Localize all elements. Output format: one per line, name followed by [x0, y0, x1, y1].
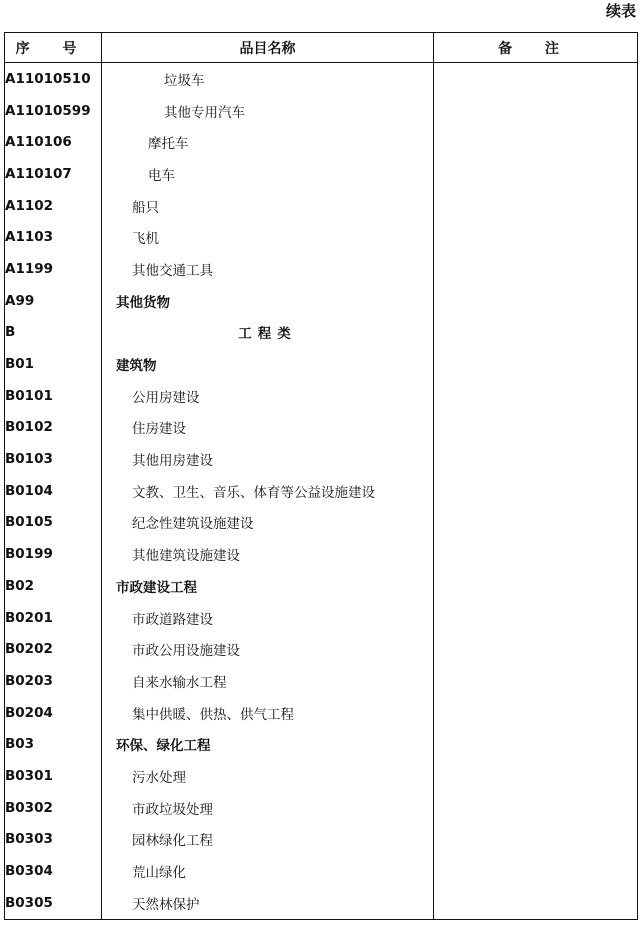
item-name: 市政建设工程	[102, 570, 434, 602]
item-name: 公用房建设	[102, 380, 434, 412]
item-name: 建筑物	[102, 348, 434, 380]
table-row	[5, 158, 638, 190]
item-name: 其他货物	[102, 285, 434, 317]
item-name: 其他建筑设施建设	[102, 538, 434, 570]
item-code: B0204	[5, 697, 102, 729]
item-code: B03	[5, 728, 102, 760]
table-row	[5, 792, 638, 824]
item-name: 环保、绿化工程	[102, 728, 434, 760]
item-code: B0305	[5, 887, 102, 919]
item-note	[434, 190, 638, 222]
table-row	[5, 824, 638, 856]
catalog-table	[4, 32, 638, 920]
table-row	[5, 507, 638, 539]
table-row	[5, 538, 638, 570]
item-note	[434, 728, 638, 760]
item-code: B0201	[5, 602, 102, 634]
item-code: B0202	[5, 633, 102, 665]
item-code: B02	[5, 570, 102, 602]
item-name: 工程类	[102, 317, 434, 349]
item-note	[434, 633, 638, 665]
item-code: B0304	[5, 855, 102, 887]
item-note	[434, 348, 638, 380]
item-name: 荒山绿化	[102, 855, 434, 887]
table-row	[5, 285, 638, 317]
item-code: A11010599	[5, 95, 102, 127]
table-row	[5, 63, 638, 95]
item-note	[434, 665, 638, 697]
item-name: 市政公用设施建设	[102, 633, 434, 665]
table-row	[5, 570, 638, 602]
table-row	[5, 697, 638, 729]
item-code: B0102	[5, 412, 102, 444]
item-code: B0303	[5, 824, 102, 856]
item-name: 电车	[102, 158, 434, 190]
item-note	[434, 63, 638, 95]
item-note	[434, 285, 638, 317]
item-code: B	[5, 317, 102, 349]
item-note	[434, 887, 638, 919]
item-name: 污水处理	[102, 760, 434, 792]
item-code: A11010510	[5, 63, 102, 95]
item-note	[434, 126, 638, 158]
table-row	[5, 190, 638, 222]
item-code: A110106	[5, 126, 102, 158]
item-code: B0199	[5, 538, 102, 570]
item-note	[434, 507, 638, 539]
item-code: B0101	[5, 380, 102, 412]
item-name: 住房建设	[102, 412, 434, 444]
table-row	[5, 317, 638, 349]
item-code: A1103	[5, 221, 102, 253]
item-code: B0103	[5, 443, 102, 475]
item-code: B01	[5, 348, 102, 380]
table-row	[5, 760, 638, 792]
item-name: 其他用房建设	[102, 443, 434, 475]
item-name: 园林绿化工程	[102, 824, 434, 856]
item-note	[434, 760, 638, 792]
item-note	[434, 538, 638, 570]
table-row	[5, 126, 638, 158]
table-row	[5, 475, 638, 507]
item-code: A99	[5, 285, 102, 317]
table-row	[5, 887, 638, 919]
item-note	[434, 221, 638, 253]
item-note	[434, 697, 638, 729]
item-note	[434, 570, 638, 602]
table-body	[5, 63, 638, 920]
item-name: 集中供暖、供热、供气工程	[102, 697, 434, 729]
item-note	[434, 443, 638, 475]
item-note	[434, 792, 638, 824]
table-row	[5, 728, 638, 760]
item-note	[434, 253, 638, 285]
table-row	[5, 253, 638, 285]
item-note	[434, 824, 638, 856]
table-row	[5, 855, 638, 887]
table-row	[5, 221, 638, 253]
table-row	[5, 633, 638, 665]
table-row	[5, 412, 638, 444]
header-name: 品目名称	[102, 33, 434, 63]
item-name: 市政道路建设	[102, 602, 434, 634]
item-note	[434, 475, 638, 507]
continued-label: 续表	[605, 2, 636, 20]
item-name: 天然林保护	[102, 887, 434, 919]
item-note	[434, 380, 638, 412]
item-note	[434, 412, 638, 444]
item-name: 文教、卫生、音乐、体育等公益设施建设	[102, 475, 434, 507]
item-note	[434, 158, 638, 190]
table-row	[5, 602, 638, 634]
table-row	[5, 665, 638, 697]
table-header-row	[5, 33, 638, 63]
item-note	[434, 317, 638, 349]
table-row	[5, 380, 638, 412]
item-name: 摩托车	[102, 126, 434, 158]
item-note	[434, 95, 638, 127]
header-code: 序 号	[5, 33, 102, 63]
item-code: B0203	[5, 665, 102, 697]
item-code: A1102	[5, 190, 102, 222]
table-row	[5, 443, 638, 475]
item-name: 垃圾车	[102, 63, 434, 95]
item-note	[434, 855, 638, 887]
item-name: 市政垃圾处理	[102, 792, 434, 824]
item-name: 其他专用汽车	[102, 95, 434, 127]
item-code: B0301	[5, 760, 102, 792]
item-name: 纪念性建筑设施建设	[102, 507, 434, 539]
item-name: 船只	[102, 190, 434, 222]
item-name: 其他交通工具	[102, 253, 434, 285]
header-note: 备 注	[434, 33, 638, 63]
item-code: B0302	[5, 792, 102, 824]
item-code: A1199	[5, 253, 102, 285]
item-name: 自来水输水工程	[102, 665, 434, 697]
table-row	[5, 95, 638, 127]
item-code: B0105	[5, 507, 102, 539]
item-name: 飞机	[102, 221, 434, 253]
item-code: A110107	[5, 158, 102, 190]
item-code: B0104	[5, 475, 102, 507]
table-row	[5, 348, 638, 380]
item-note	[434, 602, 638, 634]
